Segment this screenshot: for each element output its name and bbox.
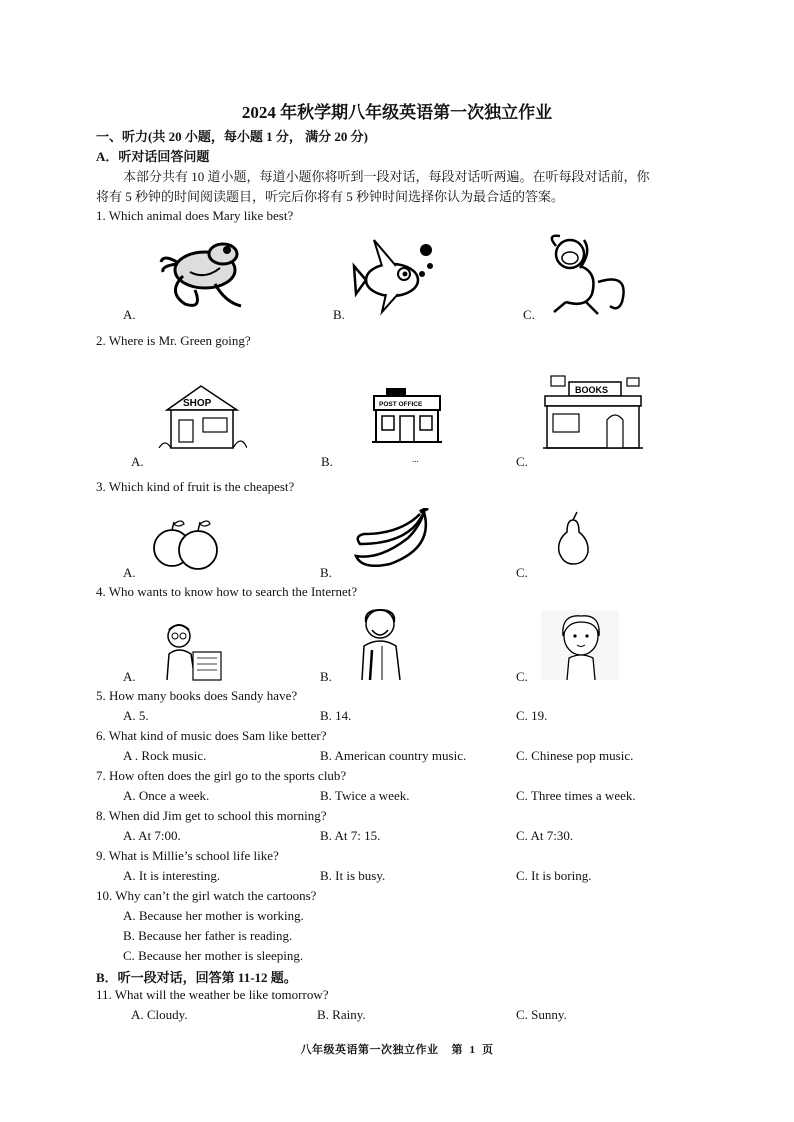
- q8-option-b: B. At 7: 15.: [320, 828, 381, 843]
- q8-option-c: C. At 7:30.: [516, 828, 574, 843]
- q6-option-a: A . Rock music.: [123, 748, 207, 763]
- q7-option-b: B. Twice a week.: [320, 788, 410, 803]
- part-a-instructions-line2: 将有 5 秒钟的时间阅读题目，听完后你将有 5 秒钟时间选择你认为最合适的答案。: [96, 189, 565, 204]
- q6-option-b: B. American country music.: [320, 748, 467, 763]
- girl-icon: [541, 610, 619, 680]
- q10-option-c: C. Because her mother is sleeping.: [123, 948, 304, 963]
- question-3: 3. Which kind of fruit is the cheapest?: [96, 479, 295, 494]
- question-6: 6. What kind of music does Sam like better?: [96, 728, 327, 743]
- q2-option-b: B.: [321, 454, 333, 469]
- question-10: 10. Why can’t the girl watch the cartoons?: [96, 888, 317, 903]
- apples-icon: [152, 518, 222, 570]
- bananas-icon: [350, 508, 435, 570]
- q11-option-b: B. Rainy.: [317, 1007, 366, 1022]
- q11-option-a: A. Cloudy.: [131, 1007, 188, 1022]
- question-11: 11. What will the weather be like tomorrow?: [96, 987, 329, 1002]
- q4-option-c: C.: [516, 669, 528, 684]
- q5-option-a: A. 5.: [123, 708, 149, 723]
- question-5: 5. How many books does Sandy have?: [96, 688, 298, 703]
- q7-option-a: A. Once a week.: [123, 788, 210, 803]
- q1-option-b: B.: [333, 307, 345, 322]
- pear-icon: [553, 510, 593, 566]
- section-heading-listening: 一、听力(共 20 小题，每小题 1 分， 满分 20 分): [96, 129, 368, 144]
- part-a-instructions-line1: 本部分共有 10 道小题，每道小题你将听到一段对话，每段对话听两遍。在听每段对话前，你: [123, 169, 650, 184]
- monkey-icon: [540, 232, 635, 317]
- grandfather-icon: [352, 606, 412, 682]
- post-office-icon: [372, 386, 442, 444]
- part-b-heading: B．听一段对话，回答第 11-12 题。: [96, 970, 297, 985]
- q3-option-a: A.: [123, 565, 136, 580]
- books-sign: BOOKS: [575, 385, 609, 395]
- q8-option-a: A. At 7:00.: [123, 828, 181, 843]
- stray-mark: ...: [412, 454, 419, 464]
- q3-option-b: B.: [320, 565, 332, 580]
- page-title: 2024 年秋学期八年级英语第一次独立作业: [241, 103, 553, 122]
- question-9: 9. What is Millie’s school life like?: [96, 848, 279, 863]
- question-2: 2. Where is Mr. Green going?: [96, 333, 251, 348]
- shop-sign: SHOP: [183, 398, 212, 409]
- question-1: 1. Which animal does Mary like best?: [96, 208, 294, 223]
- grandmother-icon: [157, 618, 227, 682]
- q4-option-b: B.: [320, 669, 332, 684]
- q10-option-a: A. Because her mother is working.: [123, 908, 304, 923]
- q1-option-c: C.: [523, 307, 535, 322]
- q6-option-c: C. Chinese pop music.: [516, 748, 634, 763]
- post-office-sign: POST OFFICE: [379, 401, 423, 408]
- q5-option-c: C. 19.: [516, 708, 548, 723]
- q3-option-c: C.: [516, 565, 528, 580]
- shop-icon: [157, 382, 247, 452]
- q9-option-b: B. It is busy.: [320, 868, 386, 883]
- q2-option-c: C.: [516, 454, 528, 469]
- q7-option-c: C. Three times a week.: [516, 788, 636, 803]
- question-7: 7. How often does the girl go to the sports club?: [96, 768, 347, 783]
- bookstore-icon: [543, 374, 643, 450]
- q2-option-a: A.: [131, 454, 144, 469]
- q9-option-a: A. It is interesting.: [123, 868, 221, 883]
- q11-option-c: C. Sunny.: [516, 1007, 567, 1022]
- fish-icon: [352, 236, 437, 316]
- q9-option-c: C. It is boring.: [516, 868, 592, 883]
- frog-icon: [155, 232, 250, 314]
- q4-option-a: A.: [123, 669, 136, 684]
- question-4: 4. Who wants to know how to search the Internet?: [96, 584, 358, 599]
- part-a-heading: A．听对话回答问题: [96, 149, 210, 164]
- page-footer: 八年级英语第一次独立作业 第 1 页: [300, 1044, 494, 1056]
- q5-option-b: B. 14.: [320, 708, 352, 723]
- q1-option-a: A.: [123, 307, 136, 322]
- question-8: 8. When did Jim get to school this morning?: [96, 808, 327, 823]
- q10-option-b: B. Because her father is reading.: [123, 928, 293, 943]
